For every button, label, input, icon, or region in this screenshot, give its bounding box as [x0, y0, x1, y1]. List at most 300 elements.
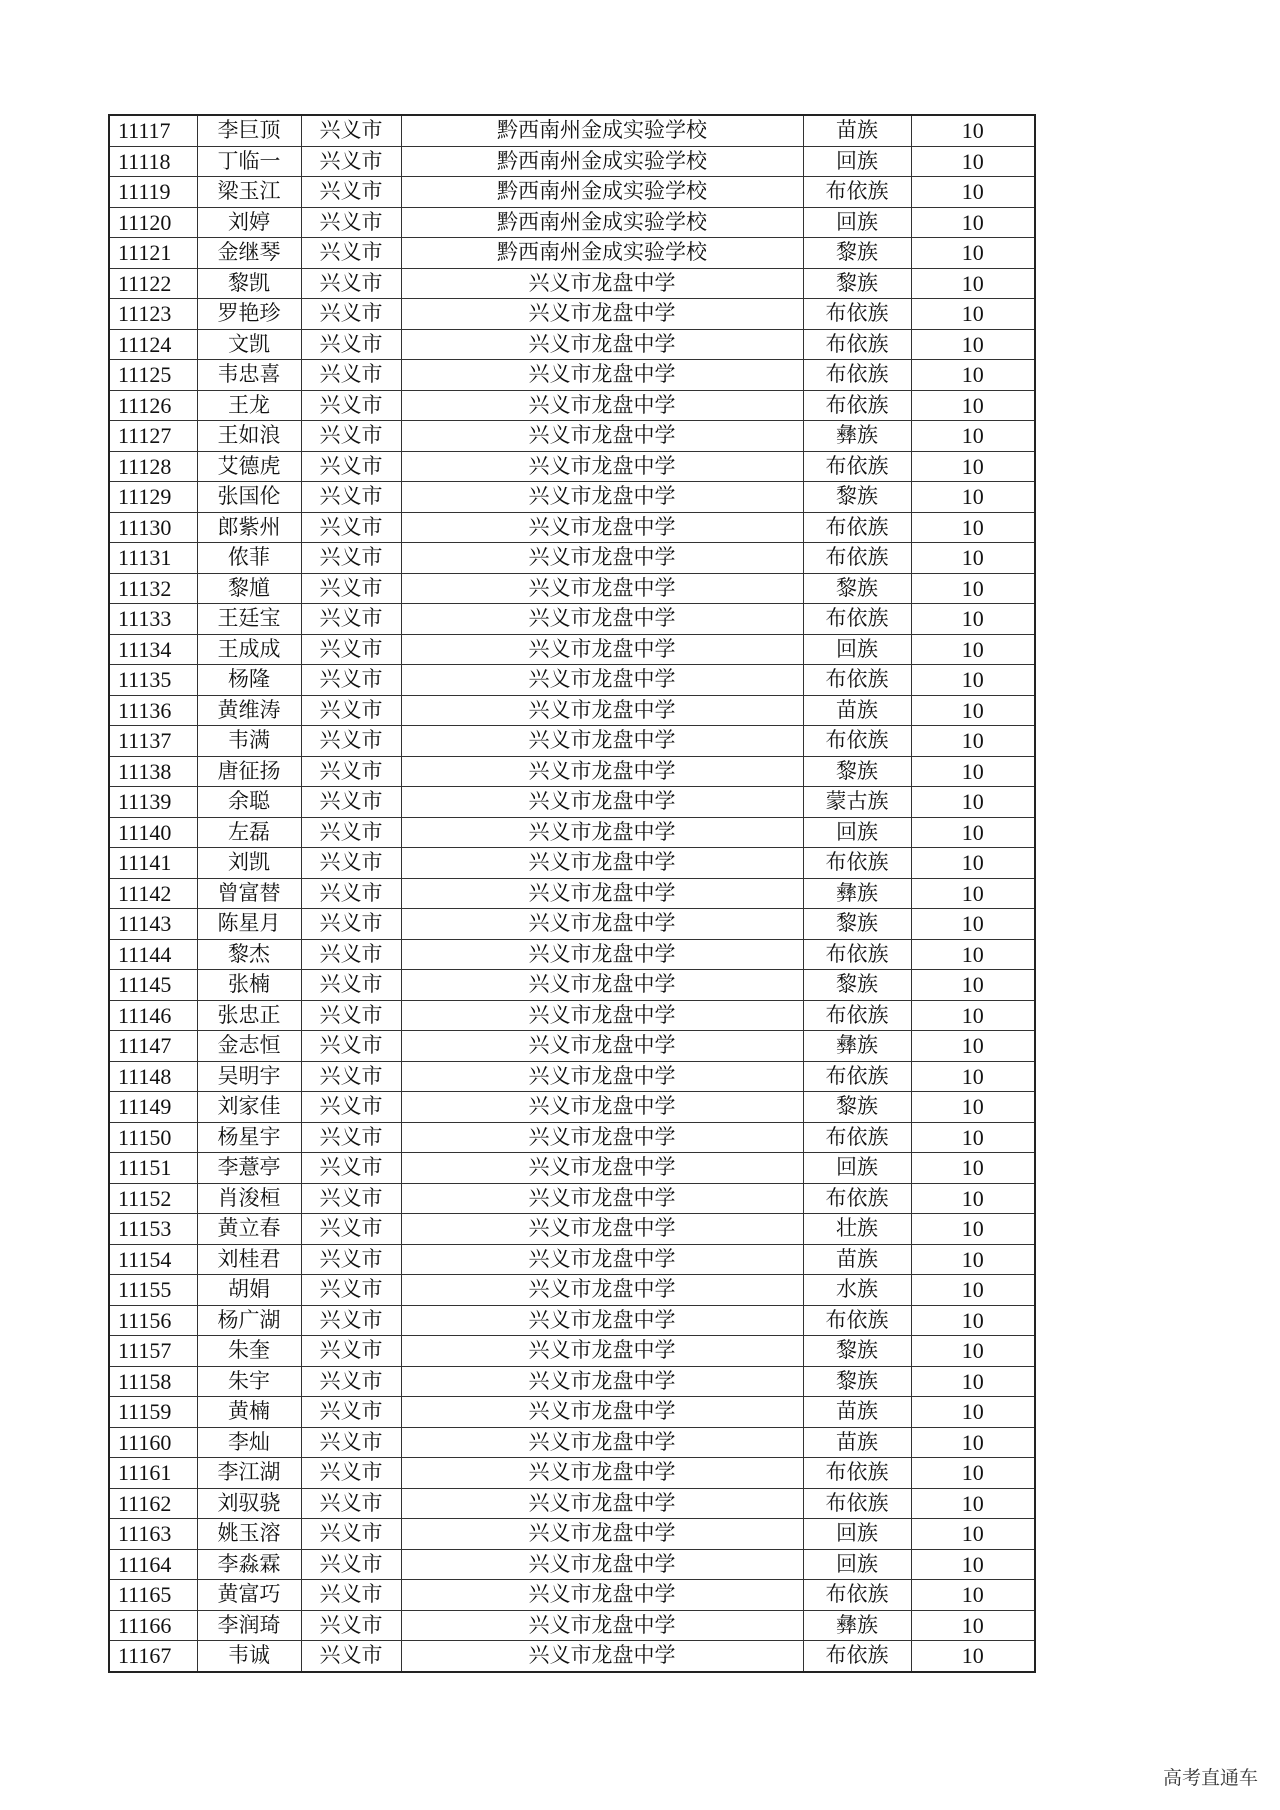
cell-city: 兴义市 — [301, 939, 401, 970]
cell-id: 11129 — [109, 482, 197, 513]
cell-ethnicity: 布依族 — [803, 1061, 911, 1092]
cell-school: 黔西南州金成实验学校 — [401, 115, 803, 146]
cell-score: 10 — [911, 1244, 1035, 1275]
cell-name: 黄楠 — [197, 1397, 301, 1428]
cell-name: 杨隆 — [197, 665, 301, 696]
cell-id: 11118 — [109, 146, 197, 177]
cell-id: 11130 — [109, 512, 197, 543]
cell-city: 兴义市 — [301, 451, 401, 482]
cell-ethnicity: 回族 — [803, 817, 911, 848]
cell-score: 10 — [911, 390, 1035, 421]
cell-name: 陈星月 — [197, 909, 301, 940]
cell-score: 10 — [911, 1458, 1035, 1489]
cell-name: 梁玉江 — [197, 177, 301, 208]
cell-name: 姚玉溶 — [197, 1519, 301, 1550]
cell-ethnicity: 布依族 — [803, 1641, 911, 1672]
cell-school: 兴义市龙盘中学 — [401, 573, 803, 604]
table-row — [109, 207, 1035, 238]
cell-score: 10 — [911, 1183, 1035, 1214]
table-row — [109, 634, 1035, 665]
cell-city: 兴义市 — [301, 1031, 401, 1062]
cell-city: 兴义市 — [301, 1275, 401, 1306]
cell-id: 11166 — [109, 1610, 197, 1641]
cell-id: 11160 — [109, 1427, 197, 1458]
cell-name: 王廷宝 — [197, 604, 301, 635]
cell-city: 兴义市 — [301, 1519, 401, 1550]
cell-city: 兴义市 — [301, 543, 401, 574]
cell-ethnicity: 彝族 — [803, 421, 911, 452]
cell-name: 李江湖 — [197, 1458, 301, 1489]
table-row — [109, 817, 1035, 848]
cell-city: 兴义市 — [301, 1092, 401, 1123]
cell-school: 兴义市龙盘中学 — [401, 817, 803, 848]
cell-ethnicity: 布依族 — [803, 665, 911, 696]
cell-name: 曾富替 — [197, 878, 301, 909]
cell-name: 黎杰 — [197, 939, 301, 970]
cell-city: 兴义市 — [301, 512, 401, 543]
cell-name: 左磊 — [197, 817, 301, 848]
cell-score: 10 — [911, 115, 1035, 146]
cell-ethnicity: 黎族 — [803, 1092, 911, 1123]
cell-score: 10 — [911, 238, 1035, 269]
table-row — [109, 1488, 1035, 1519]
table-row — [109, 1397, 1035, 1428]
table-row — [109, 1183, 1035, 1214]
cell-school: 兴义市龙盘中学 — [401, 1305, 803, 1336]
cell-school: 兴义市龙盘中学 — [401, 1397, 803, 1428]
cell-name: 黄立春 — [197, 1214, 301, 1245]
cell-city: 兴义市 — [301, 1427, 401, 1458]
cell-city: 兴义市 — [301, 177, 401, 208]
cell-id: 11127 — [109, 421, 197, 452]
cell-ethnicity: 布依族 — [803, 1183, 911, 1214]
cell-name: 李润琦 — [197, 1610, 301, 1641]
cell-school: 兴义市龙盘中学 — [401, 634, 803, 665]
cell-school: 兴义市龙盘中学 — [401, 1092, 803, 1123]
cell-school: 兴义市龙盘中学 — [401, 1549, 803, 1580]
cell-city: 兴义市 — [301, 756, 401, 787]
cell-city: 兴义市 — [301, 1366, 401, 1397]
table-row — [109, 1153, 1035, 1184]
cell-ethnicity: 回族 — [803, 207, 911, 238]
cell-school: 兴义市龙盘中学 — [401, 665, 803, 696]
cell-name: 李薏亭 — [197, 1153, 301, 1184]
cell-school: 黔西南州金成实验学校 — [401, 238, 803, 269]
cell-name: 韦满 — [197, 726, 301, 757]
cell-score: 10 — [911, 817, 1035, 848]
cell-id: 11163 — [109, 1519, 197, 1550]
cell-name: 李巨顶 — [197, 115, 301, 146]
cell-id: 11155 — [109, 1275, 197, 1306]
cell-school: 兴义市龙盘中学 — [401, 360, 803, 391]
cell-school: 兴义市龙盘中学 — [401, 787, 803, 818]
cell-name: 肖浚桓 — [197, 1183, 301, 1214]
cell-ethnicity: 布依族 — [803, 329, 911, 360]
table-row — [109, 787, 1035, 818]
cell-id: 11156 — [109, 1305, 197, 1336]
cell-name: 侬菲 — [197, 543, 301, 574]
cell-school: 兴义市龙盘中学 — [401, 695, 803, 726]
cell-school: 兴义市龙盘中学 — [401, 878, 803, 909]
cell-score: 10 — [911, 787, 1035, 818]
table-row — [109, 726, 1035, 757]
cell-school: 兴义市龙盘中学 — [401, 299, 803, 330]
cell-name: 罗艳珍 — [197, 299, 301, 330]
cell-city: 兴义市 — [301, 207, 401, 238]
cell-school: 兴义市龙盘中学 — [401, 970, 803, 1001]
cell-name: 朱奎 — [197, 1336, 301, 1367]
table-row — [109, 299, 1035, 330]
cell-id: 11141 — [109, 848, 197, 879]
cell-name: 李灿 — [197, 1427, 301, 1458]
cell-score: 10 — [911, 451, 1035, 482]
cell-id: 11138 — [109, 756, 197, 787]
cell-id: 11149 — [109, 1092, 197, 1123]
cell-city: 兴义市 — [301, 1122, 401, 1153]
cell-ethnicity: 彝族 — [803, 1031, 911, 1062]
cell-score: 10 — [911, 1397, 1035, 1428]
cell-city: 兴义市 — [301, 390, 401, 421]
cell-score: 10 — [911, 756, 1035, 787]
cell-ethnicity: 回族 — [803, 1153, 911, 1184]
cell-city: 兴义市 — [301, 665, 401, 696]
cell-name: 金继琴 — [197, 238, 301, 269]
table-row — [109, 146, 1035, 177]
cell-id: 11143 — [109, 909, 197, 940]
cell-score: 10 — [911, 1580, 1035, 1611]
cell-name: 郎紫州 — [197, 512, 301, 543]
cell-city: 兴义市 — [301, 268, 401, 299]
cell-score: 10 — [911, 1153, 1035, 1184]
cell-school: 兴义市龙盘中学 — [401, 1000, 803, 1031]
cell-ethnicity: 布依族 — [803, 360, 911, 391]
cell-ethnicity: 黎族 — [803, 238, 911, 269]
cell-school: 兴义市龙盘中学 — [401, 604, 803, 635]
cell-name: 吴明宇 — [197, 1061, 301, 1092]
cell-school: 兴义市龙盘中学 — [401, 1488, 803, 1519]
cell-name: 胡娟 — [197, 1275, 301, 1306]
watermark-text: 高考直通车 — [1162, 1767, 1258, 1789]
cell-name: 刘驭骁 — [197, 1488, 301, 1519]
cell-school: 兴义市龙盘中学 — [401, 1519, 803, 1550]
cell-school: 兴义市龙盘中学 — [401, 1610, 803, 1641]
cell-score: 10 — [911, 299, 1035, 330]
cell-id: 11124 — [109, 329, 197, 360]
cell-school: 兴义市龙盘中学 — [401, 1641, 803, 1672]
cell-ethnicity: 回族 — [803, 1549, 911, 1580]
cell-id: 11136 — [109, 695, 197, 726]
cell-school: 兴义市龙盘中学 — [401, 329, 803, 360]
cell-city: 兴义市 — [301, 146, 401, 177]
cell-id: 11128 — [109, 451, 197, 482]
cell-name: 王成成 — [197, 634, 301, 665]
table-row — [109, 878, 1035, 909]
cell-name: 刘桂君 — [197, 1244, 301, 1275]
cell-school: 兴义市龙盘中学 — [401, 1244, 803, 1275]
cell-city: 兴义市 — [301, 1641, 401, 1672]
cell-school: 兴义市龙盘中学 — [401, 482, 803, 513]
cell-ethnicity: 黎族 — [803, 909, 911, 940]
cell-ethnicity: 水族 — [803, 1275, 911, 1306]
table-row — [109, 573, 1035, 604]
cell-score: 10 — [911, 1610, 1035, 1641]
cell-name: 朱宇 — [197, 1366, 301, 1397]
cell-ethnicity: 苗族 — [803, 1427, 911, 1458]
table-row — [109, 238, 1035, 269]
cell-ethnicity: 布依族 — [803, 1000, 911, 1031]
cell-score: 10 — [911, 1305, 1035, 1336]
table-row — [109, 939, 1035, 970]
cell-id: 11132 — [109, 573, 197, 604]
cell-score: 10 — [911, 177, 1035, 208]
cell-school: 兴义市龙盘中学 — [401, 909, 803, 940]
table-row — [109, 970, 1035, 1001]
cell-school: 兴义市龙盘中学 — [401, 390, 803, 421]
table-row — [109, 177, 1035, 208]
table-row — [109, 543, 1035, 574]
table-row — [109, 665, 1035, 696]
cell-name: 艾德虎 — [197, 451, 301, 482]
table-row — [109, 1275, 1035, 1306]
cell-school: 兴义市龙盘中学 — [401, 1336, 803, 1367]
cell-name: 刘凯 — [197, 848, 301, 879]
cell-id: 11157 — [109, 1336, 197, 1367]
cell-ethnicity: 布依族 — [803, 390, 911, 421]
cell-school: 兴义市龙盘中学 — [401, 451, 803, 482]
cell-ethnicity: 回族 — [803, 146, 911, 177]
cell-id: 11137 — [109, 726, 197, 757]
cell-city: 兴义市 — [301, 1214, 401, 1245]
cell-ethnicity: 苗族 — [803, 1244, 911, 1275]
cell-name: 张忠正 — [197, 1000, 301, 1031]
cell-score: 10 — [911, 604, 1035, 635]
table-row — [109, 604, 1035, 635]
cell-ethnicity: 黎族 — [803, 482, 911, 513]
cell-score: 10 — [911, 939, 1035, 970]
cell-school: 兴义市龙盘中学 — [401, 1275, 803, 1306]
cell-name: 丁临一 — [197, 146, 301, 177]
table-row — [109, 1641, 1035, 1672]
cell-city: 兴义市 — [301, 115, 401, 146]
table-row — [109, 1549, 1035, 1580]
cell-score: 10 — [911, 482, 1035, 513]
cell-school: 兴义市龙盘中学 — [401, 1153, 803, 1184]
cell-score: 10 — [911, 1122, 1035, 1153]
cell-score: 10 — [911, 1031, 1035, 1062]
cell-ethnicity: 回族 — [803, 1519, 911, 1550]
cell-city: 兴义市 — [301, 360, 401, 391]
cell-name: 张国伦 — [197, 482, 301, 513]
cell-id: 11152 — [109, 1183, 197, 1214]
cell-city: 兴义市 — [301, 1244, 401, 1275]
cell-score: 10 — [911, 1214, 1035, 1245]
cell-ethnicity: 黎族 — [803, 268, 911, 299]
cell-city: 兴义市 — [301, 817, 401, 848]
cell-ethnicity: 布依族 — [803, 1580, 911, 1611]
cell-name: 韦忠喜 — [197, 360, 301, 391]
cell-score: 10 — [911, 268, 1035, 299]
cell-city: 兴义市 — [301, 1397, 401, 1428]
cell-score: 10 — [911, 329, 1035, 360]
cell-name: 杨星宇 — [197, 1122, 301, 1153]
cell-id: 11135 — [109, 665, 197, 696]
cell-city: 兴义市 — [301, 634, 401, 665]
cell-ethnicity: 布依族 — [803, 726, 911, 757]
cell-city: 兴义市 — [301, 726, 401, 757]
cell-city: 兴义市 — [301, 238, 401, 269]
cell-score: 10 — [911, 360, 1035, 391]
table-row — [109, 1092, 1035, 1123]
cell-id: 11167 — [109, 1641, 197, 1672]
cell-ethnicity: 苗族 — [803, 1397, 911, 1428]
table-row — [109, 1580, 1035, 1611]
cell-ethnicity: 蒙古族 — [803, 787, 911, 818]
cell-score: 10 — [911, 1641, 1035, 1672]
cell-score: 10 — [911, 421, 1035, 452]
cell-school: 兴义市龙盘中学 — [401, 1122, 803, 1153]
cell-ethnicity: 布依族 — [803, 512, 911, 543]
roster-table-body — [109, 115, 1035, 1672]
cell-score: 10 — [911, 1488, 1035, 1519]
cell-id: 11148 — [109, 1061, 197, 1092]
cell-name: 王龙 — [197, 390, 301, 421]
cell-name: 余聪 — [197, 787, 301, 818]
cell-city: 兴义市 — [301, 1610, 401, 1641]
table-row — [109, 1000, 1035, 1031]
cell-score: 10 — [911, 634, 1035, 665]
cell-id: 11144 — [109, 939, 197, 970]
cell-id: 11161 — [109, 1458, 197, 1489]
cell-name: 唐征扬 — [197, 756, 301, 787]
cell-name: 黄富巧 — [197, 1580, 301, 1611]
cell-school: 黔西南州金成实验学校 — [401, 146, 803, 177]
cell-city: 兴义市 — [301, 573, 401, 604]
cell-id: 11162 — [109, 1488, 197, 1519]
cell-id: 11153 — [109, 1214, 197, 1245]
cell-school: 兴义市龙盘中学 — [401, 268, 803, 299]
cell-ethnicity: 布依族 — [803, 1122, 911, 1153]
cell-id: 11120 — [109, 207, 197, 238]
table-row — [109, 1061, 1035, 1092]
cell-score: 10 — [911, 726, 1035, 757]
table-row — [109, 360, 1035, 391]
cell-name: 文凯 — [197, 329, 301, 360]
cell-ethnicity: 彝族 — [803, 878, 911, 909]
cell-score: 10 — [911, 207, 1035, 238]
cell-score: 10 — [911, 1427, 1035, 1458]
cell-city: 兴义市 — [301, 299, 401, 330]
cell-ethnicity: 黎族 — [803, 756, 911, 787]
cell-city: 兴义市 — [301, 695, 401, 726]
cell-score: 10 — [911, 909, 1035, 940]
table-row — [109, 1122, 1035, 1153]
cell-school: 兴义市龙盘中学 — [401, 1214, 803, 1245]
cell-school: 兴义市龙盘中学 — [401, 543, 803, 574]
cell-id: 11154 — [109, 1244, 197, 1275]
cell-city: 兴义市 — [301, 787, 401, 818]
cell-id: 11133 — [109, 604, 197, 635]
cell-id: 11131 — [109, 543, 197, 574]
cell-ethnicity: 布依族 — [803, 451, 911, 482]
cell-school: 兴义市龙盘中学 — [401, 756, 803, 787]
cell-school: 兴义市龙盘中学 — [401, 939, 803, 970]
cell-city: 兴义市 — [301, 1580, 401, 1611]
table-row — [109, 1366, 1035, 1397]
cell-id: 11165 — [109, 1580, 197, 1611]
cell-score: 10 — [911, 970, 1035, 1001]
cell-city: 兴义市 — [301, 1061, 401, 1092]
table-row — [109, 1336, 1035, 1367]
cell-score: 10 — [911, 665, 1035, 696]
cell-city: 兴义市 — [301, 970, 401, 1001]
table-row — [109, 1458, 1035, 1489]
cell-id: 11142 — [109, 878, 197, 909]
cell-ethnicity: 黎族 — [803, 1336, 911, 1367]
cell-name: 黎凯 — [197, 268, 301, 299]
cell-id: 11134 — [109, 634, 197, 665]
cell-id: 11123 — [109, 299, 197, 330]
cell-school: 黔西南州金成实验学校 — [401, 207, 803, 238]
cell-city: 兴义市 — [301, 329, 401, 360]
cell-name: 刘婷 — [197, 207, 301, 238]
cell-ethnicity: 布依族 — [803, 299, 911, 330]
roster-table — [108, 114, 1036, 1673]
cell-name: 李淼霖 — [197, 1549, 301, 1580]
table-row — [109, 1427, 1035, 1458]
cell-name: 张楠 — [197, 970, 301, 1001]
cell-id: 11122 — [109, 268, 197, 299]
cell-id: 11159 — [109, 1397, 197, 1428]
cell-school: 兴义市龙盘中学 — [401, 1580, 803, 1611]
cell-score: 10 — [911, 695, 1035, 726]
cell-ethnicity: 布依族 — [803, 1458, 911, 1489]
cell-city: 兴义市 — [301, 421, 401, 452]
cell-school: 兴义市龙盘中学 — [401, 1427, 803, 1458]
cell-score: 10 — [911, 543, 1035, 574]
table-row — [109, 268, 1035, 299]
cell-ethnicity: 布依族 — [803, 848, 911, 879]
cell-city: 兴义市 — [301, 1153, 401, 1184]
cell-score: 10 — [911, 1061, 1035, 1092]
cell-ethnicity: 布依族 — [803, 543, 911, 574]
cell-name: 黄维涛 — [197, 695, 301, 726]
table-row — [109, 848, 1035, 879]
cell-id: 11146 — [109, 1000, 197, 1031]
cell-school: 兴义市龙盘中学 — [401, 1031, 803, 1062]
cell-id: 11140 — [109, 817, 197, 848]
cell-id: 11145 — [109, 970, 197, 1001]
cell-ethnicity: 黎族 — [803, 1366, 911, 1397]
cell-school: 兴义市龙盘中学 — [401, 1183, 803, 1214]
table-row — [109, 329, 1035, 360]
cell-name: 杨广湖 — [197, 1305, 301, 1336]
cell-ethnicity: 布依族 — [803, 177, 911, 208]
cell-score: 10 — [911, 1366, 1035, 1397]
cell-name: 金志恒 — [197, 1031, 301, 1062]
cell-id: 11119 — [109, 177, 197, 208]
cell-school: 兴义市龙盘中学 — [401, 726, 803, 757]
cell-score: 10 — [911, 512, 1035, 543]
cell-city: 兴义市 — [301, 1458, 401, 1489]
table-row — [109, 1214, 1035, 1245]
table-row — [109, 451, 1035, 482]
cell-ethnicity: 布依族 — [803, 1305, 911, 1336]
table-row — [109, 1519, 1035, 1550]
cell-city: 兴义市 — [301, 604, 401, 635]
cell-score: 10 — [911, 1336, 1035, 1367]
cell-score: 10 — [911, 878, 1035, 909]
cell-ethnicity: 彝族 — [803, 1610, 911, 1641]
